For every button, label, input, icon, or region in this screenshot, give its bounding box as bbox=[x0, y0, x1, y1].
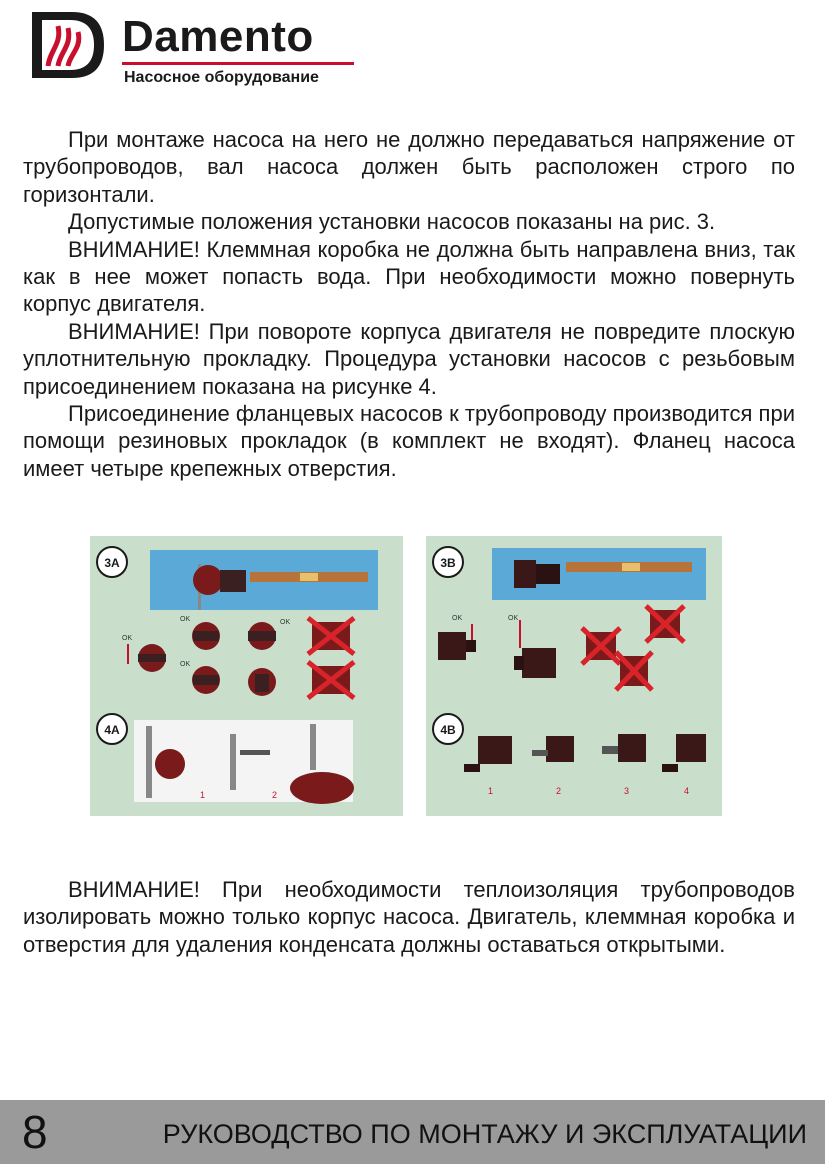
brand-tagline: Насосное оборудование bbox=[124, 69, 319, 86]
figure-3a-label: 3A bbox=[104, 556, 120, 570]
brand-logo bbox=[28, 10, 368, 86]
step-number: 2 bbox=[556, 786, 562, 796]
manual-title: РУКОВОДСТВО ПО МОНТАЖУ И ЭКСПЛУАТАЦИИ bbox=[162, 1119, 807, 1149]
paragraph: ВНИМАНИЕ! При необходимости теплоизоляция трубопроводов изолировать можно только корпус насоса. Двигатель, клеммная коробка и отверстия для удаления конденсата должны оставаться открытыми. bbox=[23, 877, 795, 957]
figure-4b-badge bbox=[433, 714, 463, 744]
body-text-top bbox=[23, 126, 795, 482]
installation-steps-4a bbox=[134, 720, 354, 804]
page-footer bbox=[0, 1100, 825, 1164]
paragraph: ВНИМАНИЕ! Клеммная коробка не должна быть направлена вниз, так как в нее может попасть вода. При необходимости можно повернуть корпус двигателя. bbox=[23, 236, 795, 317]
figure-4b-label: 4B bbox=[440, 723, 456, 737]
figure-4a-badge bbox=[97, 714, 127, 744]
step-number: 1 bbox=[488, 786, 494, 796]
ok-label: OK bbox=[452, 615, 463, 622]
level-panel-3b bbox=[492, 548, 706, 600]
ok-label: OK bbox=[122, 635, 133, 642]
ok-label: OK bbox=[280, 619, 291, 626]
body-text-bottom bbox=[23, 876, 795, 958]
figure-3b-4b bbox=[426, 536, 722, 816]
brand-name: Damento bbox=[122, 12, 314, 61]
step-number: 3 bbox=[624, 786, 630, 796]
figure-3b-badge bbox=[433, 547, 463, 577]
step-number: 1 bbox=[200, 790, 206, 800]
figure-4a-label: 4A bbox=[104, 723, 120, 737]
figure-3b-label: 3B bbox=[440, 556, 456, 570]
page-number: 8 bbox=[22, 1106, 48, 1158]
level-panel-3a bbox=[150, 550, 378, 610]
ok-label: OK bbox=[508, 615, 519, 622]
paragraph: Присоединение фланцевых насосов к трубопроводу производится при помощи резиновых прокладок (в комплект не входят). Фланец насоса имеет четыре крепежных отверстия. bbox=[23, 401, 795, 481]
ok-label: OK bbox=[180, 616, 191, 623]
step-number: 4 bbox=[684, 786, 690, 796]
figure-3a-4a bbox=[90, 536, 403, 816]
brand-underline bbox=[122, 62, 354, 65]
ok-label: OK bbox=[180, 661, 191, 668]
paragraph: ВНИМАНИЕ! При повороте корпуса двигателя не повредите плоскую уплотнительную прокладку. Процедура установки насосов с резьбовым присоединением показана на рисунке 4. bbox=[23, 318, 795, 399]
paragraph: Допустимые положения установки насосов показаны на рис. 3. bbox=[68, 209, 716, 235]
damento-logo-icon bbox=[28, 10, 108, 80]
paragraph: При монтаже насоса на него не должно передаваться напряжение от трубопроводов, вал насоса должен быть расположен строго по горизонтали. bbox=[23, 127, 795, 207]
step-number: 2 bbox=[272, 790, 278, 800]
figure-3a-badge bbox=[97, 547, 127, 577]
